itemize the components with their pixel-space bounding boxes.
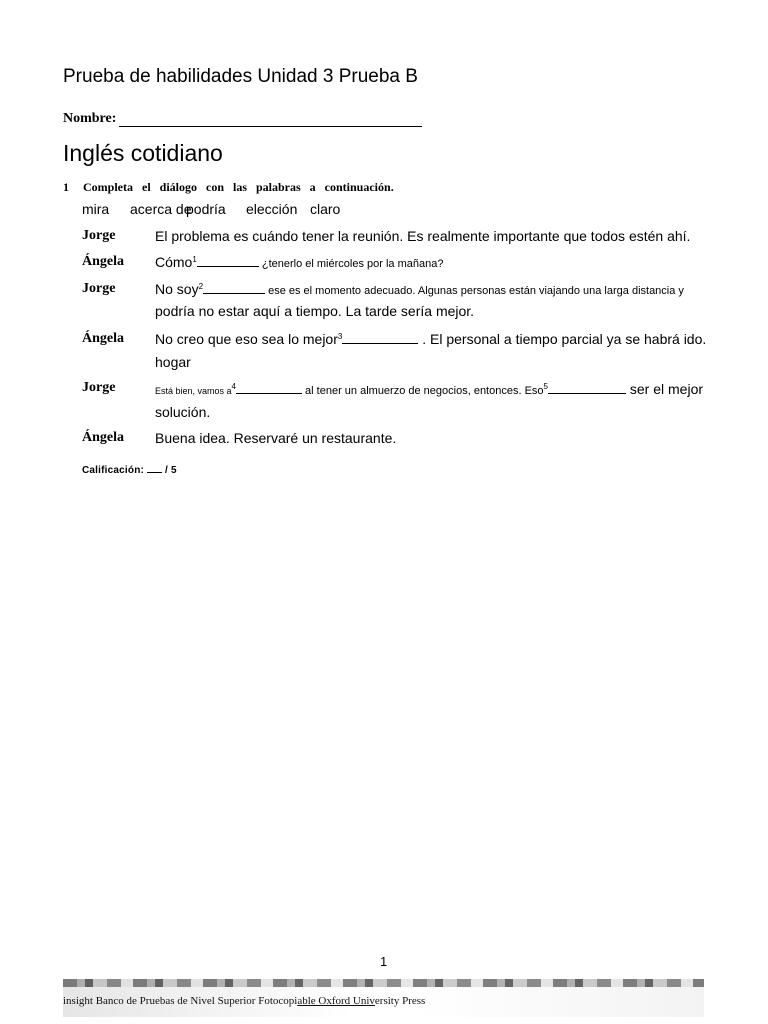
dialogue-line-continuation: hogar xyxy=(155,354,191,370)
blank-number: 3 xyxy=(337,332,343,341)
answer-blank[interactable] xyxy=(236,381,302,394)
word-bank-item: mira xyxy=(82,201,110,217)
speaker-angela: Ángela xyxy=(82,331,124,346)
page-number: 1 xyxy=(380,954,388,969)
score-total: / 5 xyxy=(165,465,177,476)
footer-text: insight Banco de Pruebas de Nivel Superior Fotocopiable Oxford University Press xyxy=(63,995,426,1007)
line-text: ser el mejor xyxy=(626,381,704,397)
speaker-angela: Ángela xyxy=(82,254,124,269)
answer-blank[interactable] xyxy=(197,254,259,267)
score-blank xyxy=(147,463,162,473)
dialogue-line xyxy=(155,281,684,297)
word-bank-item: claro xyxy=(310,201,341,217)
blank-number: 2 xyxy=(198,282,204,291)
score-line xyxy=(82,463,177,476)
dialogue-line xyxy=(155,331,706,347)
word-bank-item: acerca de xyxy=(130,201,192,217)
score-label: Calificación: xyxy=(82,465,145,476)
line-text: Está bien, vamos a xyxy=(155,386,232,396)
word-bank-item: podría xyxy=(186,201,226,217)
speaker-jorge: Jorge xyxy=(82,380,116,395)
name-field xyxy=(63,111,422,127)
line-text: . El personal a tiempo parcial ya se habrá ido. xyxy=(418,331,707,347)
speaker-angela: Ángela xyxy=(82,430,124,445)
exercise-number: 1 xyxy=(63,180,69,194)
dialogue-line-continuation: podría no estar aquí a tiempo. La tarde sería mejor. xyxy=(155,303,475,319)
answer-blank[interactable] xyxy=(342,331,418,344)
document-title: Prueba de habilidades Unidad 3 Prueba B xyxy=(63,66,418,87)
answer-blank[interactable] xyxy=(203,281,265,294)
dialogue-line: Buena idea. Reservaré un restaurante. xyxy=(155,430,397,446)
line-text: Cómo xyxy=(155,254,193,270)
exercise-instruction xyxy=(63,180,394,195)
word-bank-item: elección xyxy=(246,201,298,217)
blank-number: 1 xyxy=(192,255,197,264)
dialogue-line: El problema es cuándo tener la reunión. Es realmente importante que todos estén ahí. xyxy=(155,228,691,244)
speaker-jorge: Jorge xyxy=(82,281,116,296)
line-text: ese es el momento adecuado. Algunas personas están viajando una larga distancia y xyxy=(265,285,684,297)
answer-blank[interactable] xyxy=(548,381,626,394)
speaker-jorge: Jorge xyxy=(82,228,116,243)
dialogue-line xyxy=(155,381,703,397)
dialogue-line-continuation: solución. xyxy=(155,404,211,420)
line-text: No creo que eso sea lo mejor xyxy=(155,331,338,347)
blank-number: 4 xyxy=(231,382,236,391)
line-text: No soy xyxy=(155,281,199,297)
footer-band xyxy=(63,979,704,1017)
dialogue-line xyxy=(155,254,443,270)
section-title: Inglés cotidiano xyxy=(63,140,223,166)
name-label: Nombre: xyxy=(63,111,117,126)
line-text: ¿tenerlo el miércoles por la mañana? xyxy=(258,258,444,270)
blank-number: 5 xyxy=(543,382,548,391)
name-blank-line xyxy=(119,112,422,127)
line-text: al tener un almuerzo de negocios, entonces. Eso xyxy=(302,385,544,397)
instruction-text: Completa el diálogo con las palabras a continuación. xyxy=(83,180,394,194)
